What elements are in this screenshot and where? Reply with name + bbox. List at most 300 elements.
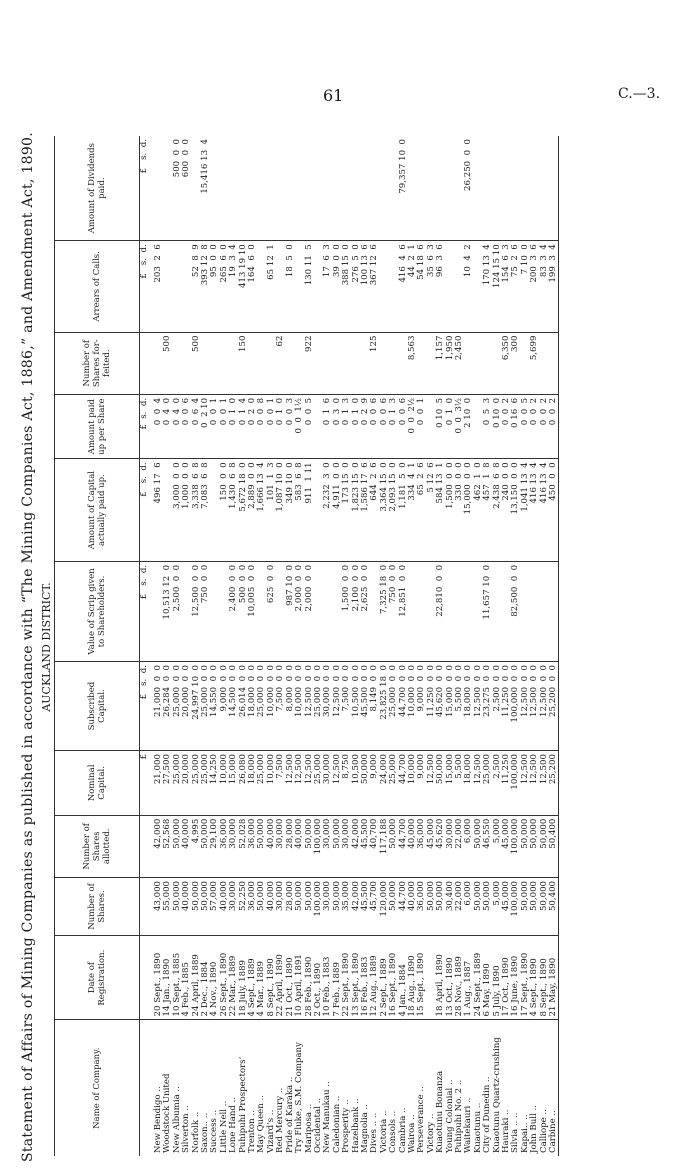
table-body [140,136,559,1156]
cell-paid: 457 1 8 [483,459,492,561]
cell-allotted: 50,000 [173,815,182,877]
column-header-nominal: Nominal Capital. [55,751,140,816]
cell-name: Silverton .. [182,1020,191,1156]
cell-date: 4 Nov., 1890 [210,935,219,1020]
cell-nominal: 2,500 [493,751,502,816]
cell-arrears: 19 3 4 [229,241,238,332]
cell-nominal: 44,700 [399,751,408,816]
cell-per-share: 0 10 0 [493,394,502,459]
column-header-allotted: Number of Shares allotted. [55,815,140,877]
cell-date: 1 Aug., 1887 [464,935,473,1020]
cell-per-share: 0 0 5 [521,394,530,459]
cell-allotted: 6,000 [464,815,473,877]
cell-dividends [511,136,520,241]
cell-name: Norfolk .. [192,1020,201,1156]
cell-shares: 50,000 [483,877,492,935]
cell-name: Waitekauri .. [464,1020,473,1156]
cell-subscribed: 21,000 0 0 [154,662,163,751]
cell-shares: 40,000 [220,877,229,935]
cell-name: Caledonian .. [333,1020,342,1156]
cell-nominal: 18,000 [248,751,257,816]
cell-arrears: 154 6 3 [502,241,511,332]
cell-arrears: 170 13 4 [483,241,492,332]
cell-dividends: 500 0 0 [171,139,182,178]
cell-subscribed: 18,000 0 0 [464,662,473,751]
cell-scrip [408,561,417,661]
cell-per-share: 0 5 3 [483,394,492,459]
cell-name: Victoria .. [380,1020,389,1156]
cell-dividends: 26,250 0 0 [463,139,474,191]
cell-nominal: 10,500 [352,751,361,816]
cell-per-share: 0 10 5 [436,394,445,459]
cell-subscribed: 12,500 0 0 [333,662,342,751]
cell-dividends [305,136,314,241]
cell-arrears: 39 0 0 [333,241,342,332]
cell-subscribed: 25,000 0 0 [201,662,210,751]
cell-paid: 1,823 15 0 [352,459,361,561]
cell-forfeited [389,332,398,394]
cell-arrears: 265 6 0 [220,241,229,332]
cell-forfeited: 8,563 [408,332,417,394]
cell-forfeited: 300 [511,332,520,394]
cell-per-share: 0 0 3½ [455,394,464,459]
cell-subscribed: 2,500 0 0 [493,662,502,751]
cell-scrip [417,561,426,661]
cell-subscribed: 20,000 0 0 [182,662,191,751]
cell-shares: 36,000 [417,877,426,935]
cell-arrears: 54 18 6 [417,241,426,332]
cell-subscribed: 10,000 0 0 [408,662,417,751]
cell-forfeited [549,332,559,394]
cell-dividends [446,136,455,241]
cell-nominal: 9,000 [370,751,379,816]
cell-allotted: 36,000 [417,815,426,877]
cell-scrip: 2,000 0 0 [305,561,314,661]
cell-arrears: 7 10 0 [521,241,530,332]
unit-label: £ s. d. [140,561,155,661]
cell-subscribed: 26,284 0 0 [163,662,172,751]
cell-nominal: 15,000 [229,751,238,816]
cell-allotted: 50,000 [540,815,549,877]
cell-arrears: 276 5 0 [352,241,361,332]
cell-shares: 43,000 [154,877,163,935]
cell-name: Magnolia .. [361,1020,370,1156]
cell-allotted: 44,700 [399,815,408,877]
cell-shares: 50,000 [333,877,342,935]
cell-arrears: 413 19 10 [239,241,248,332]
cell-paid: 1,181 5 0 [399,459,408,561]
cell-scrip: 1,500 0 0 [342,561,351,661]
cell-subscribed: 25,000 0 0 [314,662,323,751]
cell-scrip: 2,400 0 0 [229,561,238,661]
cell-forfeited: 2,450 [455,332,464,394]
cell-paid: 2,438 6 8 [493,459,502,561]
cell-name: Dives .. .. [370,1020,379,1156]
cell-nominal: 12,500 [333,751,342,816]
cell-name: Kuaotunu Quartz-crushing [493,1020,502,1156]
table-row [549,136,559,1156]
cell-dividends [436,136,445,241]
cell-shares: 50,000 [427,877,436,935]
cell-forfeited [220,332,229,394]
cell-arrears: 124 15 10 [493,241,502,332]
cell-shares: 40,000 [408,877,417,935]
cell-dividends [417,136,426,241]
cell-shares: 50,000 [295,877,304,935]
cell-dividends [323,136,332,241]
cell-paid: 349 10 0 [286,459,295,561]
cell-arrears: 388 15 0 [342,241,351,332]
cell-paid: 4,911 0 0 [333,459,342,561]
cell-nominal: 12,500 [521,751,530,816]
cell-arrears: 17 6 3 [323,241,332,332]
cell-per-share: 0 0 2 [530,394,539,459]
cell-nominal: 20,000 [182,751,191,816]
cell-date: 7 Feb., 1889 [333,935,342,1020]
units-row [140,136,155,1156]
cell-allotted: 45,000 [427,815,436,877]
cell-name: Victory .. [427,1020,436,1156]
cell-per-share: 0 0 1 [417,394,426,459]
cell-shares: 50,000 [192,877,201,935]
cell-nominal: 10,000 [267,751,276,816]
cell-name: Puhipuhi No. 2 .. [455,1020,464,1156]
cell-paid: 1,430 6 8 [229,459,238,561]
cell-paid: 3,000 0 0 [173,459,182,561]
cell-shares: 30,400 [446,877,455,935]
cell-forfeited: 1,157 [436,332,445,394]
cell-name: Occidental .. [314,1020,323,1156]
cell-per-share: 0 0 3 [286,394,295,459]
cell-date: 22 Mar., 1889 [229,935,238,1020]
cell-scrip: 10,513 12 0 [163,561,172,661]
cell-scrip [521,561,530,661]
cell-paid: 173 15 0 [342,459,351,561]
cell-name: Trenton .. [248,1020,257,1156]
cell-name: Prosperity .. [342,1020,351,1156]
cell-shares: 52,250 [239,877,248,935]
unit-label [140,877,155,935]
cell-dividends [276,136,285,241]
cell-name: Cambria .. [399,1020,408,1156]
cell-nominal: 25,000 [192,751,201,816]
cell-shares: 45,500 [361,877,370,935]
cell-date: 4 Jan., 1884 [399,935,408,1020]
cell-date: 8 Sept., 1890 [540,935,549,1020]
cell-allotted: 5,000 [493,815,502,877]
cell-subscribed: 23,275 0 0 [483,662,492,751]
cell-paid: 2,232 3 0 [323,459,332,561]
cell-name: Silvia .. .. [511,1020,520,1156]
cell-nominal: 25,000 [483,751,492,816]
cell-name: Wairoa .. [408,1020,417,1156]
cell-date: 21 Oct., 1890 [286,935,295,1020]
cell-nominal: 25,000 [201,751,210,816]
cell-dividends [549,136,559,241]
cell-nominal: 12,500 [530,751,539,816]
cell-name: New Bendigo .. [154,1020,163,1156]
cell-name: Young Colonial .. [446,1020,455,1156]
cell-nominal: 21,000 [154,751,163,816]
cell-nominal: 15,000 [446,751,455,816]
cell-nominal: 12,500 [295,751,304,816]
cell-nominal: 30,000 [323,751,332,816]
cell-per-share: 0 0 6 [370,394,379,459]
cell-name: Kuaotunu .. [474,1020,483,1156]
cell-date: 18 April, 1890 [436,935,445,1020]
cell-allotted: 50,000 [521,815,530,877]
cell-scrip [314,561,323,661]
cell-subscribed: 30,000 0 0 [323,662,332,751]
cell-date: 4 Sept., 1889 [248,935,257,1020]
cell-date: 8 Sept., 1890 [267,935,276,1020]
cell-dividends [502,136,511,241]
cell-shares: 50,000 [474,877,483,935]
cell-nominal: 10,000 [408,751,417,816]
cell-paid: 1,586 17 6 [361,459,370,561]
cell-subscribed: 100,000 0 0 [511,662,520,751]
cell-forfeited [333,332,342,394]
cell-dividends [333,136,342,241]
cell-shares: 36,000 [248,877,257,935]
cell-allotted: 45,000 [502,815,511,877]
cell-allotted: 50,000 [201,815,210,877]
cell-nominal: 12,500 [540,751,549,816]
cell-shares: 45,700 [370,877,379,935]
cell-forfeited: 5,699 [530,332,539,394]
cell-allotted: 50,000 [389,815,398,877]
cell-forfeited [173,332,182,394]
cell-allotted: 4,995 [192,815,201,877]
cell-scrip [464,561,473,661]
cell-dividends [220,136,229,241]
cell-allotted: 50,000 [305,815,314,877]
cell-allotted: 30,000 [446,815,455,877]
cell-forfeited [342,332,351,394]
cell-name: Woodstock United [163,1020,172,1156]
cell-date: 17 Sept., 1890 [521,935,530,1020]
cell-per-share: 0 3 0 [333,394,342,459]
cell-paid: 1,500 0 0 [446,459,455,561]
cell-subscribed: 44,700 0 0 [399,662,408,751]
cell-forfeited [286,332,295,394]
cell-subscribed: 45,500 0 0 [361,662,370,751]
cell-nominal: 25,000 [173,751,182,816]
cell-shares: 50,000 [540,877,549,935]
cell-shares: 30,000 [276,877,285,935]
unit-label: £ s. d. [140,459,155,561]
cell-scrip: 82,500 0 0 [511,561,520,661]
cell-nominal: 27,500 [163,751,172,816]
cell-per-share: 0 0 2 [540,394,549,459]
cell-nominal: 14,250 [210,751,219,816]
cell-date: 28 Feb., 1890 [305,935,314,1020]
cell-paid: 150 0 0 [220,459,229,561]
cell-scrip: 2,625 0 0 [361,561,370,661]
cell-forfeited [417,332,426,394]
cell-date: 12 Aug., 1889 [370,935,379,1020]
cell-date: 10 Sept., 1885 [173,935,182,1020]
cell-allotted: 45,500 [361,815,370,877]
cell-name: May Queen .. [257,1020,266,1156]
cell-forfeited: 1,950 [446,332,455,394]
cell-nominal: 12,500 [305,751,314,816]
cell-per-share: 0 0 5 [305,394,314,459]
cell-shares: 120,000 [380,877,389,935]
cell-date: 16 June, 1890 [511,935,520,1020]
cell-subscribed: 26,014 0 0 [239,662,248,751]
cell-forfeited: 125 [370,332,379,394]
cell-per-share: 0 0 4 [154,394,163,459]
cell-per-share: 0 1 3 [342,394,351,459]
cell-dividends [530,136,539,241]
cell-dividends: 15,416 13 4 [200,139,211,194]
cell-name: Pride of Karaka .. [286,1020,295,1156]
cell-shares: 5,000 [493,877,502,935]
page-number: 61 [323,86,344,105]
cell-date: 28 Nov., 1889 [455,935,464,1020]
cell-arrears: 393 12 8 [201,241,210,332]
column-header-arrears: Arrears of Calls. [55,241,140,332]
cell-dividends [370,136,379,241]
cell-forfeited [483,332,492,394]
cell-scrip: 22,810 0 0 [436,561,445,661]
cell-subscribed: 9,000 0 0 [220,662,229,751]
header-row [55,136,140,1156]
cell-nominal: 18,000 [464,751,473,816]
cell-allotted: 50,000 [257,815,266,877]
cell-nominal: 5,500 [455,751,464,816]
cell-arrears: 130 11 5 [305,241,314,332]
cell-arrears: 416 4 6 [399,241,408,332]
cell-per-share: 0 0 6 [182,394,191,459]
cell-subscribed: 23,825 18 0 [380,662,389,751]
cell-subscribed: 12,500 0 0 [305,662,314,751]
cell-nominal: 12,500 [474,751,483,816]
cell-subscribed: 18,000 0 0 [248,662,257,751]
column-header-dividends: Amount of Dividends paid. [55,136,140,241]
cell-date: 2 Oct., 1890 [314,935,323,1020]
cell-paid: 496 17 6 [154,459,163,561]
cell-shares: 100,000 [314,877,323,935]
cell-dividends: 79,357 10 0 [397,139,408,194]
cell-subscribed: 10,500 0 0 [352,662,361,751]
cell-paid: 3,338 6 8 [192,459,201,561]
cell-allotted: 30,000 [276,815,285,877]
column-header-per-share: Amount paid up per Share [55,394,140,459]
cell-scrip: 2,000 0 0 [295,561,304,661]
cell-shares: 35,000 [342,877,351,935]
cell-allotted: 42,000 [154,815,163,877]
cell-date: 4 Feb., 1885 [182,935,191,1020]
cell-nominal: 25,000 [314,751,323,816]
cell-subscribed: 12,500 0 0 [474,662,483,751]
unit-label [140,935,155,1020]
cell-arrears: 164 6 0 [248,241,257,332]
cell-forfeited [464,332,473,394]
cell-arrears: 199 3 4 [549,241,559,332]
cell-scrip [493,561,502,661]
cell-forfeited [257,332,266,394]
cell-allotted: 52,028 [239,815,248,877]
cell-per-share: 0 0 2 [549,394,559,459]
cell-date: 10 Feb., 1883 [323,935,332,1020]
cell-shares: 50,000 [305,877,314,935]
cell-scrip [530,561,539,661]
cell-arrears: 200 3 6 [530,241,539,332]
cell-forfeited [210,332,219,394]
cell-dividends [361,136,370,241]
cell-forfeited: 922 [305,332,314,394]
cell-scrip [549,561,559,661]
cell-paid: 1,666 13 4 [257,459,266,561]
cell-paid: 2,093 15 0 [389,459,398,561]
cell-nominal: 11,250 [502,751,511,816]
cell-allotted: 50,000 [530,815,539,877]
cell-shares: 30,000 [229,877,238,935]
cell-arrears: 35 6 3 [427,241,436,332]
cell-subscribed: 8,000 0 0 [286,662,295,751]
cell-per-share: 0 0 6 [399,394,408,459]
cell-dividends [257,136,266,241]
cell-paid: 1,087 10 0 [276,459,285,561]
cell-arrears: 203 2 6 [154,241,163,332]
cell-per-share: 0 16 6 [511,394,520,459]
cell-arrears [173,241,182,332]
cell-name: John Bull .. [530,1020,539,1156]
cell-per-share: 2 10 0 [464,394,473,459]
cell-scrip: 500 0 0 [239,561,248,661]
cell-arrears [380,241,389,332]
cell-dividends [229,136,238,241]
cell-date: 2 Dec., 1884 [201,935,210,1020]
cell-nominal: 25,000 [389,751,398,816]
cell-per-share: 0 4 0 [163,394,172,459]
cell-allotted: 40,700 [370,815,379,877]
unit-label: £ s. d. [140,394,155,459]
cell-paid: 911 1 11 [305,459,314,561]
cell-per-share: 0 6 4 [192,394,201,459]
cell-subscribed: 14,550 0 0 [210,662,219,751]
cell-nominal: 10,000 [220,751,229,816]
cell-shares: 50,000 [521,877,530,935]
unit-label [140,815,155,877]
cell-allotted: 46,550 [483,815,492,877]
unit-label: £ [140,751,155,816]
cell-scrip: 2,100 0 0 [352,561,361,661]
cell-nominal: 12,500 [427,751,436,816]
cell-subscribed: 25,000 0 0 [257,662,266,751]
cell-subscribed: 9,000 0 0 [417,662,426,751]
cell-subscribed: 12,500 0 0 [530,662,539,751]
cell-shares: 50,000 [173,877,182,935]
cell-dividends [474,136,483,241]
cell-allotted: 29,100 [210,815,219,877]
cell-forfeited [380,332,389,394]
cell-name: New Albumia .. [173,1020,182,1156]
cell-paid: 5 12 6 [427,459,436,561]
cell-nominal: 50,000 [361,751,370,816]
cell-allotted: 40,000 [182,815,191,877]
cell-allotted: 45,620 [436,815,445,877]
cell-date: 22 April, 1890 [276,935,285,1020]
cell-arrears: 65 12 1 [267,241,276,332]
cell-allotted: 30,000 [229,815,238,877]
cell-subscribed: 8,149 0 0 [370,662,379,751]
column-header-scrip: Value of Scrip given to Shareholders. [55,561,140,661]
cell-nominal: 26,080 [239,751,248,816]
cell-shares: 22,000 [455,877,464,935]
